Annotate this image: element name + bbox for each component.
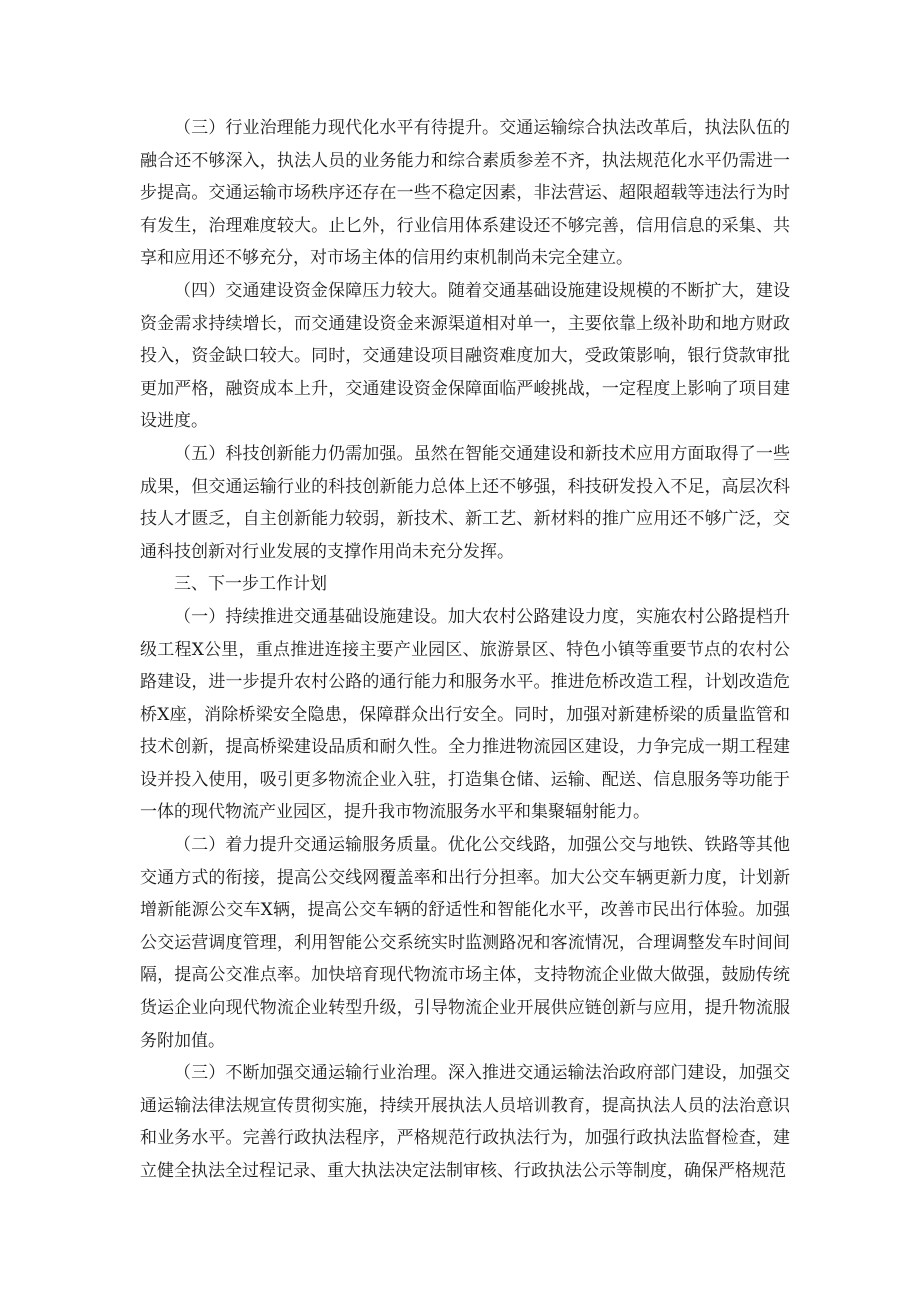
paragraph-industry-governance: （三）不断加强交通运输行业治理。深入推进交通运输法治政府部门建设，加强交通运输法律法规宣传贯彻实施，持续开展执法人员培训教育，提高执法人员的法治意识和业务水平。完善行政执法程序，严格规范行政执法行为，加强行政执法监督检查，建立健全执法全过程记录、重大执法决定法制审核、行政执法公示等制度，确保严格规范 <box>140 1063 790 1181</box>
paragraph-service-quality: （二）着力提升交通运输服务质量。优化公交线路，加强公交与地铁、铁路等其他交通方式的衔接，提高公交线网覆盖率和出行分担率。加大公交车辆更新力度，计划新增新能源公交车X辆，提高公交车辆的舒适性和智能化水平，改善市民出行体验。加强公交运营调度管理，利用智能公交系统实时监测路况和客流情况，合理调整发车时间间隔，提高公交准点率。加快培育现代物流市场主体，支持物流企业做大做强，鼓励传统货运企业向现代物流企业转型升级，引导物流企业开展供应链创新与应用，提升物流服务附加值。 <box>140 835 790 1051</box>
paragraph-tech-innovation: （五）科技创新能力仍需加强。虽然在智能交通建设和新技术应用方面取得了一些成果，但交通运输行业的科技创新能力总体上还不够强，科技研发投入不足，高层次科技人才匮乏，自主创新能力较弱，新技术、新工艺、新材料的推广应用还不够广泛，交通科技创新对行业发展的支撑作用尚未充分发挥。 <box>140 443 790 562</box>
paragraph-funding-pressure: （四）交通建设资金保障压力较大。随着交通基础设施建设规模的不断扩大，建设资金需求持续增长，而交通建设资金来源渠道相对单一，主要依靠上级补助和地方财政投入，资金缺口较大。同时，交通建设项目融资难度加大，受政策影响，银行贷款审批更加严格，融资成本上升，交通建设资金保障面临严峻挑战，一定程度上影响了项目建设进度。 <box>140 280 790 432</box>
section-heading-next-steps: 三、下一步工作计划 <box>174 574 327 595</box>
paragraph-infrastructure: （一）持续推进交通基础设施建设。加大农村公路建设力度，实施农村公路提档升级工程X公里，重点推进连接主要产业园区、旅游景区、特色小镇等重要节点的农村公路建设，进一步提升农村公路的通行能力和服务水平。推进危桥改造工程，计划改造危桥X座，消除桥梁安全隐患，保障群众出行安全。同时，加强对新建桥梁的质量监管和技术创新，提高桥梁建设品质和耐久性。全力推进物流园区建设，力争完成一期工程建设并投入使用，吸引更多物流企业入驻，打造集仓储、运输、配送、信息服务等功能于一体的现代物流产业园区，提升我市物流服务水平和集聚辐射能力。 <box>140 606 790 823</box>
document-body <box>140 112 790 1188</box>
paragraph-governance-capacity: （三）行业治理能力现代化水平有待提升。交通运输综合执法改革后，执法队伍的融合还不够深入，执法人员的业务能力和综合素质参差不齐，执法规范化水平仍需进一步提高。交通运输市场秩序还存在一些不稳定因素，非法营运、超限超载等违法行为时有发生，治理难度较大。止匕外，行业信用体系建设还不够完善，信用信息的采集、共享和应用还不够充分，对市场主体的信用约束机制尚未完全建立。 <box>140 118 790 269</box>
